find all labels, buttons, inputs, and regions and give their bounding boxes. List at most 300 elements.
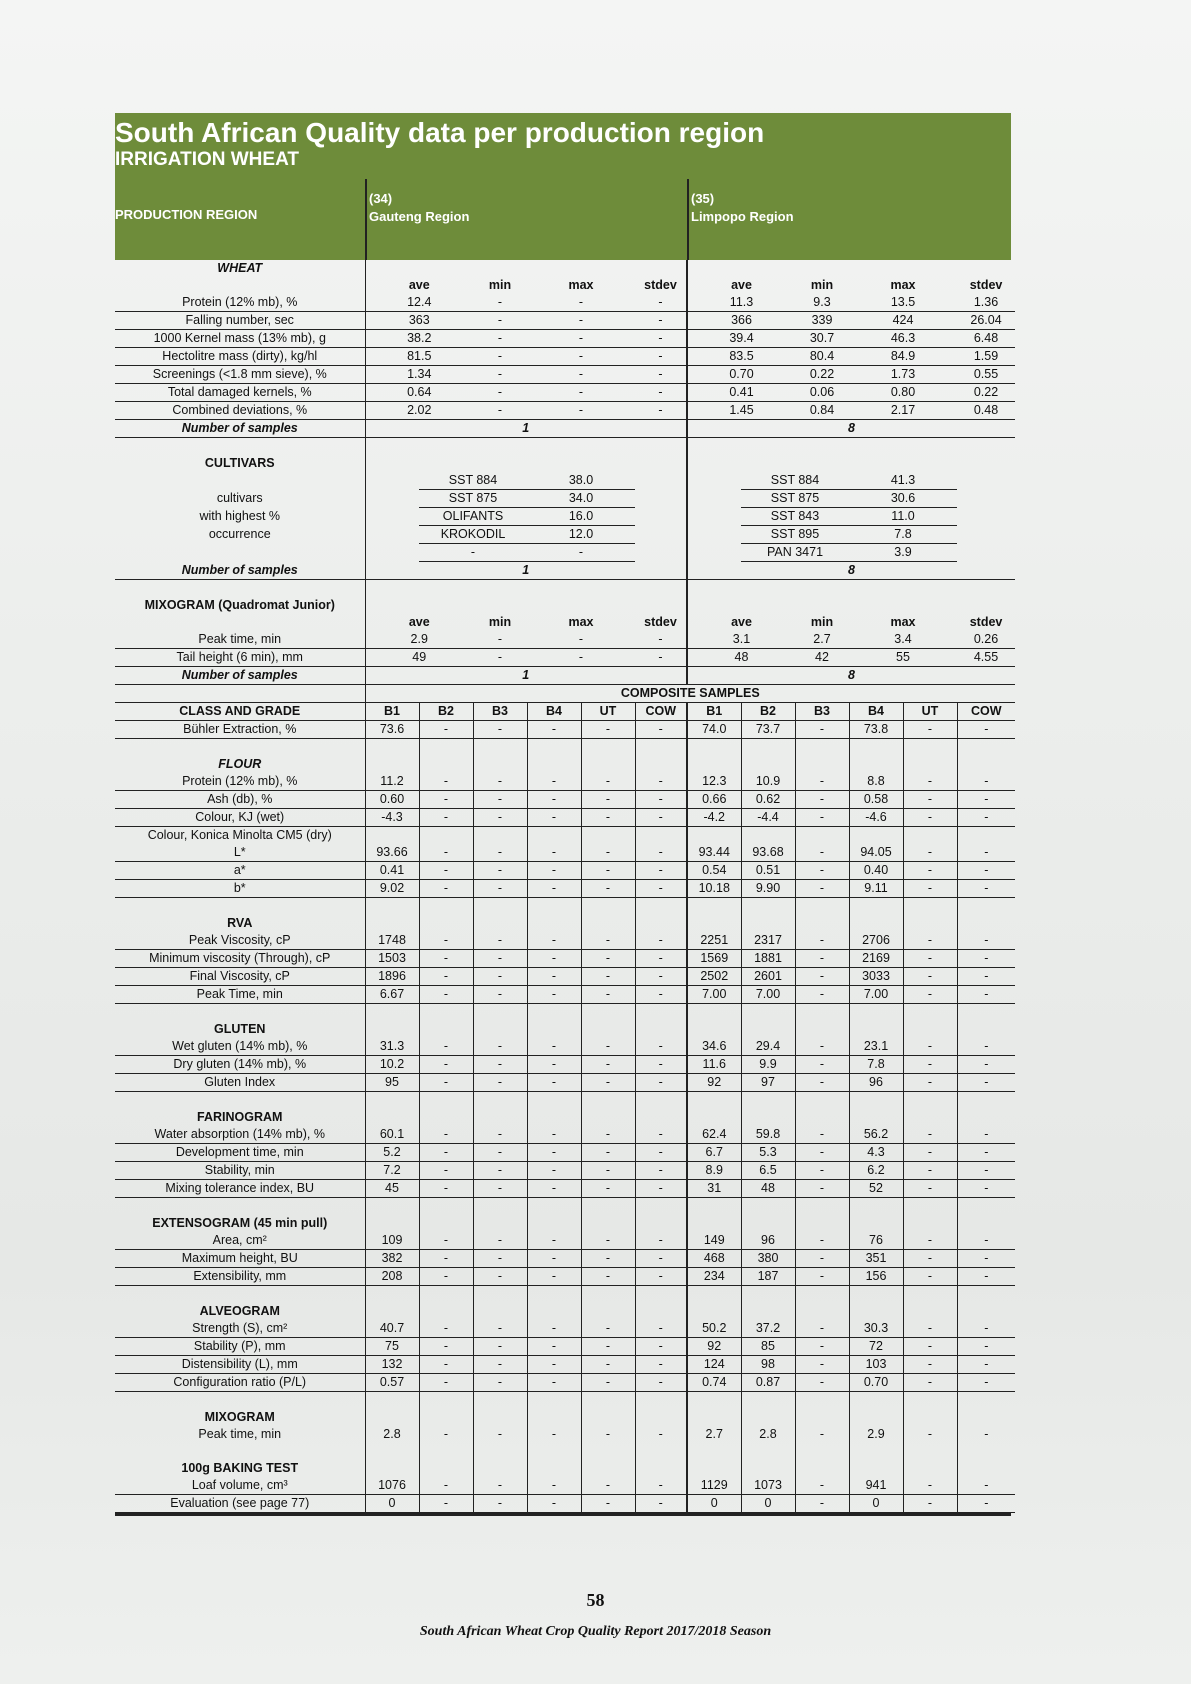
composite-data-row (115, 1426, 1015, 1443)
grade-value: 10.9 (741, 773, 795, 791)
stat-value: 0.55 (957, 366, 1015, 384)
grade-value: 0.70 (849, 1374, 903, 1392)
spacer-cell (741, 898, 795, 916)
spacer-cell (527, 1004, 581, 1022)
spacer-cell (527, 1392, 581, 1410)
stat-value: 80.4 (795, 348, 849, 366)
spacer-cell (687, 1004, 741, 1022)
grade-value: 8.9 (687, 1162, 741, 1180)
grade-value: 45 (365, 1180, 419, 1198)
grade-value: - (527, 1477, 581, 1495)
grade-value: 0.41 (365, 862, 419, 880)
spacer-cell (635, 1198, 687, 1216)
grade-value: - (473, 1338, 527, 1356)
spacer-cell (365, 898, 419, 916)
grade-value: 4.3 (849, 1144, 903, 1162)
spacer-cell (635, 1092, 687, 1110)
cultivar-row (115, 490, 1015, 508)
grade-value: - (635, 1374, 687, 1392)
spacer-cell (365, 1004, 419, 1022)
grade-value: 9.02 (365, 880, 419, 898)
spacer-cell (581, 1286, 635, 1304)
mixogram-data-row (115, 631, 1015, 649)
grade-value: - (473, 1250, 527, 1268)
grade-value: - (419, 1477, 473, 1495)
grade-value: - (795, 932, 849, 950)
spacer-cell (903, 1392, 957, 1410)
spacer-cell (903, 1092, 957, 1110)
grade-value: - (581, 1126, 635, 1144)
grade-value: 31 (687, 1180, 741, 1198)
section-heading-row (115, 1109, 1015, 1126)
grade-value: - (903, 809, 957, 827)
grade-header: B1 (687, 703, 741, 721)
cultivar-name: - (419, 544, 527, 562)
row-label (115, 544, 365, 562)
grade-value: 382 (365, 1250, 419, 1268)
empty-cell (741, 1021, 795, 1038)
empty-cell (741, 756, 795, 773)
spacer-cell (581, 1443, 635, 1460)
row-label (115, 277, 365, 294)
stat-value: 339 (795, 312, 849, 330)
grade-value: - (581, 986, 635, 1004)
row-label: Stability (P), mm (115, 1338, 365, 1356)
grade-value: - (635, 1250, 687, 1268)
grade-value: - (903, 1356, 957, 1374)
spacer-cell (527, 739, 581, 757)
row-label: Ash (db), % (115, 791, 365, 809)
empty-cell (957, 756, 1015, 773)
spacer-cell (635, 544, 687, 562)
grade-value: - (473, 1356, 527, 1374)
grade-value: - (795, 809, 849, 827)
spacer-cell (635, 739, 687, 757)
grade-value: 98 (741, 1356, 795, 1374)
empty-cell (419, 756, 473, 773)
region-35-header (691, 190, 794, 226)
grade-value: - (581, 1320, 635, 1338)
grade-value: - (419, 844, 473, 862)
composite-data-row (115, 1232, 1015, 1250)
composite-data-row (115, 880, 1015, 898)
spacer-cell (687, 1443, 741, 1460)
wheat-data-row (115, 330, 1015, 348)
stat-value: 48 (687, 649, 795, 667)
grade-value: 75 (365, 1338, 419, 1356)
composite-data-row (115, 1074, 1015, 1092)
stat-value: 0.70 (687, 366, 795, 384)
spacer-cell (115, 1198, 365, 1216)
stat-value: 11.3 (687, 294, 795, 312)
spacer-cell (365, 438, 687, 456)
spacer-cell (527, 1443, 581, 1460)
stat-header: min (810, 278, 834, 292)
grade-value: - (635, 880, 687, 898)
number-of-samples-row (115, 562, 1015, 580)
section-heading: MIXOGRAM (204, 1410, 275, 1424)
empty-cell (957, 1215, 1015, 1232)
grade-value: - (581, 968, 635, 986)
spacer-row (115, 1286, 1015, 1304)
composite-data-row (115, 791, 1015, 809)
empty-cell (687, 260, 1015, 277)
section-heading-row (115, 1409, 1015, 1426)
empty-cell (687, 756, 741, 773)
stat-value: 38.2 (365, 330, 473, 348)
grade-value: - (473, 1495, 527, 1513)
empty-cell (741, 1215, 795, 1232)
stat-value: 0.06 (795, 384, 849, 402)
wheat-data-row (115, 348, 1015, 366)
page-subtitle: IRRIGATION WHEAT (115, 149, 299, 170)
empty-cell (635, 1021, 687, 1038)
grade-value (741, 827, 795, 845)
stat-header-row (115, 614, 1015, 631)
spacer-cell (741, 739, 795, 757)
empty-cell (957, 915, 1015, 932)
row-label: with highest % (199, 509, 281, 523)
cultivar-name: OLIFANTS (419, 508, 527, 526)
row-label: L* (115, 844, 365, 862)
row-label: Peak time, min (198, 1427, 282, 1441)
cultivar-percent: - (527, 544, 635, 562)
grade-value: - (581, 1162, 635, 1180)
empty-cell (581, 915, 635, 932)
grade-value: - (957, 1162, 1015, 1180)
stat-value: 3.4 (849, 631, 957, 649)
grade-value: - (957, 968, 1015, 986)
samples-value: 8 (687, 667, 1015, 685)
stat-value: - (473, 384, 527, 402)
empty-cell (795, 1303, 849, 1320)
composite-data-row (115, 1056, 1015, 1074)
wheat-data-row (115, 384, 1015, 402)
grade-value: - (795, 1495, 849, 1513)
grade-value: 74.0 (687, 721, 741, 739)
spacer-cell (849, 1198, 903, 1216)
grade-value: 7.00 (741, 986, 795, 1004)
empty-cell (419, 1021, 473, 1038)
empty-cell (365, 597, 687, 614)
spacer-cell (903, 898, 957, 916)
spacer-cell (795, 1286, 849, 1304)
grade-value (635, 827, 687, 845)
empty-cell (635, 1109, 687, 1126)
cultivar-row (115, 544, 1015, 562)
stat-header: ave (365, 277, 473, 294)
spacer-cell (741, 1004, 795, 1022)
grade-value: - (957, 950, 1015, 968)
spacer-cell (365, 1286, 419, 1304)
table-bottom-rule (115, 1513, 1011, 1516)
row-label: occurrence (208, 527, 271, 541)
stat-header: ave (365, 614, 473, 631)
grade-value: - (903, 968, 957, 986)
composite-data-row (115, 721, 1015, 739)
empty-cell (687, 455, 1015, 472)
empty-cell (581, 1303, 635, 1320)
grade-value: - (795, 880, 849, 898)
spacer-row (115, 438, 1015, 456)
grade-value: 2.9 (849, 1426, 903, 1443)
grade-value: - (795, 1038, 849, 1056)
empty-cell (795, 1409, 849, 1426)
grade-value: - (419, 1162, 473, 1180)
composite-data-row (115, 1268, 1015, 1286)
spacer-cell (687, 438, 1015, 456)
spacer-cell (635, 1286, 687, 1304)
grade-value: - (795, 1180, 849, 1198)
grade-value: 6.67 (365, 986, 419, 1004)
grade-value: - (527, 950, 581, 968)
stat-value: 1.45 (687, 402, 795, 420)
spacer-cell (115, 1092, 365, 1110)
empty-cell (635, 1215, 687, 1232)
grade-value: - (419, 1250, 473, 1268)
grade-value: - (419, 1038, 473, 1056)
grade-value: 93.66 (365, 844, 419, 862)
stat-value: 1.73 (849, 366, 957, 384)
empty-cell (795, 756, 849, 773)
grade-value: - (903, 986, 957, 1004)
grade-value: 23.1 (849, 1038, 903, 1056)
empty-cell (849, 915, 903, 932)
spacer-cell (687, 490, 741, 508)
grade-value: - (473, 1144, 527, 1162)
empty-cell (635, 1409, 687, 1426)
row-label: Maximum height, BU (115, 1250, 365, 1268)
grade-value: - (903, 1320, 957, 1338)
row-label (115, 614, 365, 631)
grade-value: 40.7 (365, 1320, 419, 1338)
section-heading: EXTENSOGRAM (45 min pull) (152, 1216, 328, 1230)
grade-value: - (419, 791, 473, 809)
spacer-cell (419, 898, 473, 916)
spacer-cell (849, 1392, 903, 1410)
grade-value: 0.62 (741, 791, 795, 809)
grade-value: - (903, 1250, 957, 1268)
grade-value: 2317 (741, 932, 795, 950)
grade-value: - (957, 809, 1015, 827)
grade-value: - (903, 1180, 957, 1198)
stat-value: 39.4 (687, 330, 795, 348)
grade-header: B2 (419, 703, 473, 721)
grade-value: - (903, 1074, 957, 1092)
grade-value: 30.3 (849, 1320, 903, 1338)
report-footer: South African Wheat Crop Quality Report 2017/2018 Season (419, 1624, 772, 1639)
spacer-cell (741, 1286, 795, 1304)
grade-value: - (527, 1074, 581, 1092)
empty-cell (581, 1021, 635, 1038)
grade-value: - (581, 844, 635, 862)
grade-value: - (419, 1320, 473, 1338)
grade-value: 187 (741, 1268, 795, 1286)
grade-value: - (527, 1495, 581, 1513)
production-region-label: PRODUCTION REGION (115, 207, 258, 222)
grade-value: - (957, 1477, 1015, 1495)
spacer-cell (849, 1443, 903, 1460)
spacer-cell (365, 508, 419, 526)
grade-value: 132 (365, 1356, 419, 1374)
stat-value: - (635, 312, 687, 330)
grade-value: - (957, 791, 1015, 809)
grade-value: 1503 (365, 950, 419, 968)
grade-value: - (527, 844, 581, 862)
grade-value: - (473, 950, 527, 968)
row-label: Minimum viscosity (Through), cP (115, 950, 365, 968)
section-heading: FARINOGRAM (197, 1110, 283, 1124)
spacer-cell (419, 1443, 473, 1460)
grade-value: 6.2 (849, 1162, 903, 1180)
grade-value: 5.2 (365, 1144, 419, 1162)
grade-value (419, 827, 473, 845)
row-label: Distensibility (L), mm (115, 1356, 365, 1374)
empty-cell (365, 1021, 419, 1038)
composite-data-row (115, 968, 1015, 986)
grade-value: - (957, 1338, 1015, 1356)
composite-data-row (115, 1495, 1015, 1513)
spacer-cell (849, 739, 903, 757)
empty-cell (849, 1409, 903, 1426)
stat-value: 0.22 (795, 366, 849, 384)
spacer-cell (115, 580, 365, 598)
spacer-cell (635, 898, 687, 916)
region-35-number: (35) (691, 191, 715, 206)
spacer-cell (581, 898, 635, 916)
row-label: Loaf volume, cm³ (115, 1477, 365, 1495)
grade-value: - (635, 1038, 687, 1056)
spacer-cell (115, 1004, 365, 1022)
grade-value: 6.5 (741, 1162, 795, 1180)
grade-value: - (473, 1180, 527, 1198)
grade-value: 50.2 (687, 1320, 741, 1338)
cultivar-name: SST 895 (741, 526, 849, 544)
grade-value: - (527, 862, 581, 880)
spacer-cell (419, 1092, 473, 1110)
empty-cell (527, 1021, 581, 1038)
empty-cell (527, 1109, 581, 1126)
empty-cell (903, 915, 957, 932)
grade-value: - (795, 1426, 849, 1443)
stat-value: 0.26 (957, 631, 1015, 649)
empty-cell (635, 1303, 687, 1320)
composite-data-row (115, 809, 1015, 827)
empty-cell (741, 915, 795, 932)
grade-value: 96 (849, 1074, 903, 1092)
grade-header: B3 (795, 703, 849, 721)
grade-value: - (903, 1162, 957, 1180)
grade-value: 208 (365, 1268, 419, 1286)
grade-value: 0.87 (741, 1374, 795, 1392)
spacer-cell (849, 1092, 903, 1110)
grade-value: - (957, 1126, 1015, 1144)
grade-value: 10.18 (687, 880, 741, 898)
empty-cell (903, 1021, 957, 1038)
spacer-cell (687, 1392, 741, 1410)
stat-header: stdev (644, 615, 677, 629)
grade-value: 0.54 (687, 862, 741, 880)
stat-value: - (635, 384, 687, 402)
spacer-cell (795, 898, 849, 916)
empty-cell (473, 1021, 527, 1038)
grade-value: - (903, 1374, 957, 1392)
empty-cell (365, 260, 687, 277)
composite-data-row (115, 862, 1015, 880)
spacer-cell (957, 898, 1015, 916)
spacer-cell (581, 1392, 635, 1410)
spacer-cell (473, 898, 527, 916)
spacer-cell (527, 898, 581, 916)
grade-value: - (795, 986, 849, 1004)
grade-value: - (957, 1374, 1015, 1392)
stat-value: 424 (849, 312, 957, 330)
grade-value: - (527, 1126, 581, 1144)
empty-cell (419, 1303, 473, 1320)
spacer-cell (473, 1198, 527, 1216)
grade-value: - (473, 844, 527, 862)
row-label: a* (115, 862, 365, 880)
grade-value: - (957, 844, 1015, 862)
wheat-data-row (115, 366, 1015, 384)
composite-data-row (115, 986, 1015, 1004)
empty-cell (849, 1215, 903, 1232)
grade-value: - (795, 1074, 849, 1092)
grade-value: - (795, 1126, 849, 1144)
spacer-cell (795, 1198, 849, 1216)
grade-header: B4 (849, 703, 903, 721)
grade-value: - (527, 968, 581, 986)
stat-header: min (488, 615, 512, 629)
row-label (115, 685, 365, 703)
grade-header: COW (957, 703, 1015, 721)
spacer-cell (365, 472, 419, 490)
section-heading: MIXOGRAM (Quadromat Junior) (144, 598, 335, 612)
row-label: Colour, Konica Minolta CM5 (dry) (147, 828, 332, 842)
section-heading: FLOUR (218, 757, 262, 771)
grade-value: 37.2 (741, 1320, 795, 1338)
grade-value: - (635, 1056, 687, 1074)
grade-value: 73.6 (365, 721, 419, 739)
grade-value: 3033 (849, 968, 903, 986)
composite-data-row (115, 1180, 1015, 1198)
section-heading-row (115, 915, 1015, 932)
empty-cell (635, 1460, 687, 1477)
stat-value: 1.36 (957, 294, 1015, 312)
stat-value: - (635, 348, 687, 366)
grade-value: - (903, 932, 957, 950)
empty-cell (365, 455, 687, 472)
grade-value: - (527, 1180, 581, 1198)
grade-value: - (581, 862, 635, 880)
spacer-row (115, 1392, 1015, 1410)
empty-cell (473, 1109, 527, 1126)
row-label: Strength (S), cm² (115, 1320, 365, 1338)
empty-cell (419, 1460, 473, 1477)
grade-value: - (795, 1338, 849, 1356)
grade-value: - (473, 1320, 527, 1338)
stat-value: 4.55 (957, 649, 1015, 667)
grade-value: - (903, 1232, 957, 1250)
empty-cell (687, 1460, 741, 1477)
grade-value: - (473, 932, 527, 950)
stat-value: 46.3 (849, 330, 957, 348)
empty-cell (687, 1215, 741, 1232)
cultivar-percent: 38.0 (527, 472, 635, 490)
empty-cell (527, 915, 581, 932)
grade-value: - (419, 862, 473, 880)
grade-value: - (635, 986, 687, 1004)
